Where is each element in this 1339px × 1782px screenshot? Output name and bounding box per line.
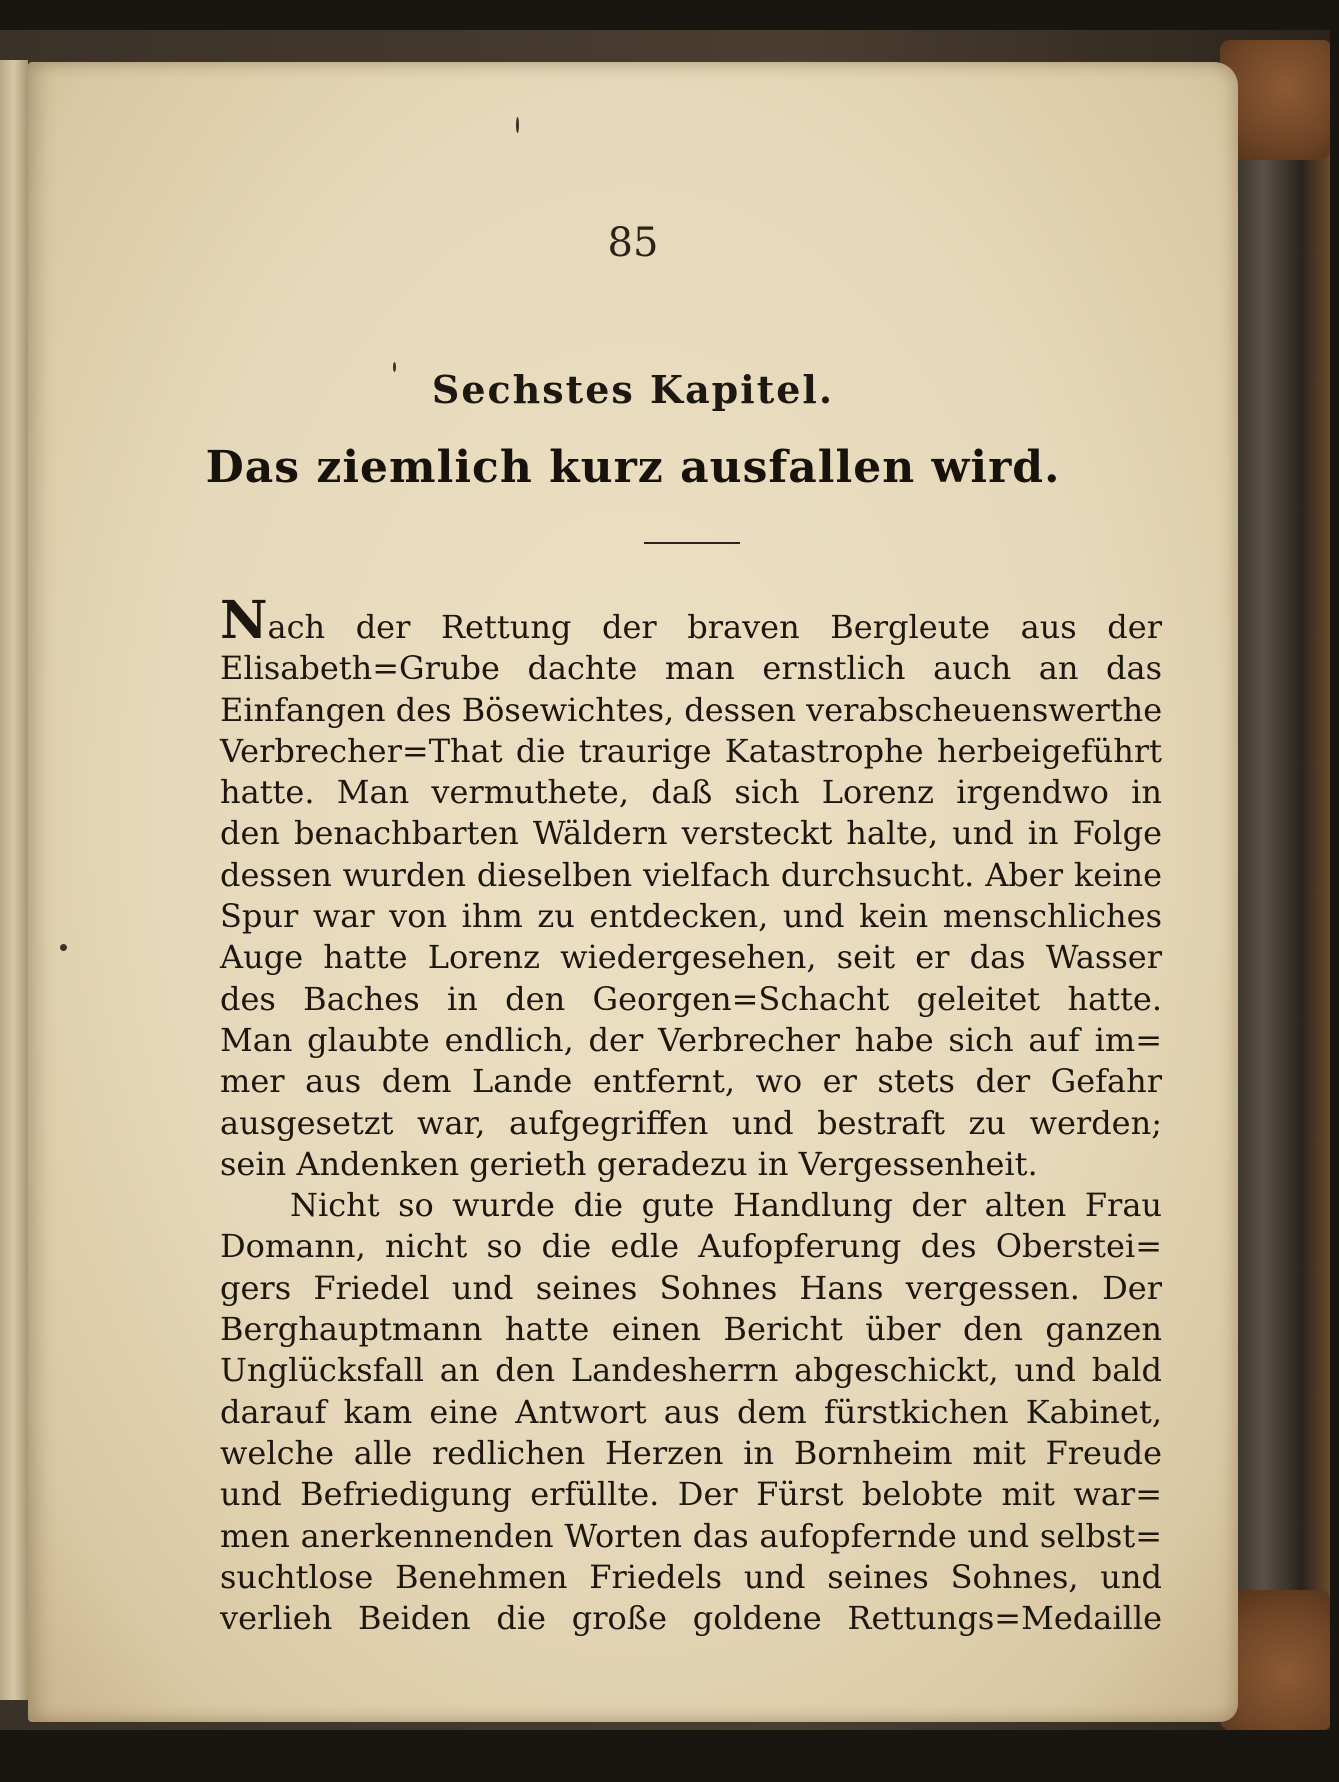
- text-line: Man glaubte endlich, der Verbrecher habe sich auf im=: [220, 1020, 1162, 1059]
- text-line: Nach der Rettung der braven Bergleute aus der: [220, 590, 1162, 651]
- text-line: Domann, nicht so die edle Aufopferung des Oberstei=: [220, 1227, 1162, 1266]
- text-line: Spur war von ihm zu entdecken, und kein menschliches: [220, 897, 1162, 936]
- text-line: und Befriedigung erfüllte. Der Fürst belobte mit war=: [220, 1475, 1162, 1514]
- text-line: sein Andenken gerieth geradezu in Vergessenheit.: [220, 1144, 1038, 1183]
- page-number: 85: [607, 220, 659, 266]
- text-line: ausgesetzt war, aufgegriffen und bestraft zu werden;: [220, 1103, 1162, 1142]
- text-line: suchtlose Benehmen Friedels und seines Sohnes, und: [220, 1557, 1162, 1596]
- text-line: Einfangen des Bösewichtes, dessen verabscheuenswerthe: [220, 690, 1163, 729]
- chapter-subtitle: Das ziemlich kurz ausfallen wird.: [205, 442, 1061, 493]
- text-line: hatte. Man vermuthete, daß sich Lorenz irgendwo in: [220, 773, 1162, 812]
- body-text: [220, 590, 1163, 1639]
- text-line: men anerkennenden Worten das aufopfernde und selbst=: [220, 1516, 1162, 1555]
- text-line: Auge hatte Lorenz wiedergesehen, seit er das Wasser: [220, 938, 1162, 977]
- text-line: Nicht so wurde die gute Handlung der alten Frau: [290, 1186, 1162, 1225]
- text-line: Unglücksfall an den Landesherrn abgeschickt, und bald: [220, 1351, 1162, 1390]
- text-line: mer aus dem Lande entfernt, wo er stets der Gefahr: [220, 1062, 1162, 1101]
- text-line: darauf kam eine Antwort aus dem fürstkichen Kabinet,: [220, 1392, 1162, 1431]
- drop-cap: N: [220, 590, 268, 651]
- text-line: Berghauptmann hatte einen Bericht über den ganzen: [220, 1310, 1162, 1349]
- text-line: des Baches in den Georgen=Schacht geleitet hatte.: [220, 979, 1162, 1018]
- text-line: den benachbarten Wäldern versteckt halte, und in Folge: [220, 814, 1162, 853]
- text-line: Elisabeth=Grube dachte man ernstlich auch an das: [220, 649, 1162, 688]
- book-page: [28, 62, 1238, 1722]
- book-cover-edge: [1235, 40, 1330, 1730]
- chapter-heading: Sechstes Kapitel.: [431, 367, 835, 412]
- text-line: verlieh Beiden die große goldene Rettungs=Medaille: [220, 1599, 1162, 1638]
- section-divider: [644, 542, 740, 544]
- text-line: dessen wurden dieselben vielfach durchsucht. Aber keine: [220, 855, 1162, 894]
- text-line: Verbrecher=That die traurige Katastrophe herbeigeführt: [220, 731, 1162, 770]
- previous-page-edge: [0, 60, 28, 1700]
- text-line: welche alle redlichen Herzen in Bornheim mit Freude: [220, 1433, 1162, 1472]
- text-line: gers Friedel und seines Sohnes Hans vergessen. Der: [220, 1268, 1162, 1307]
